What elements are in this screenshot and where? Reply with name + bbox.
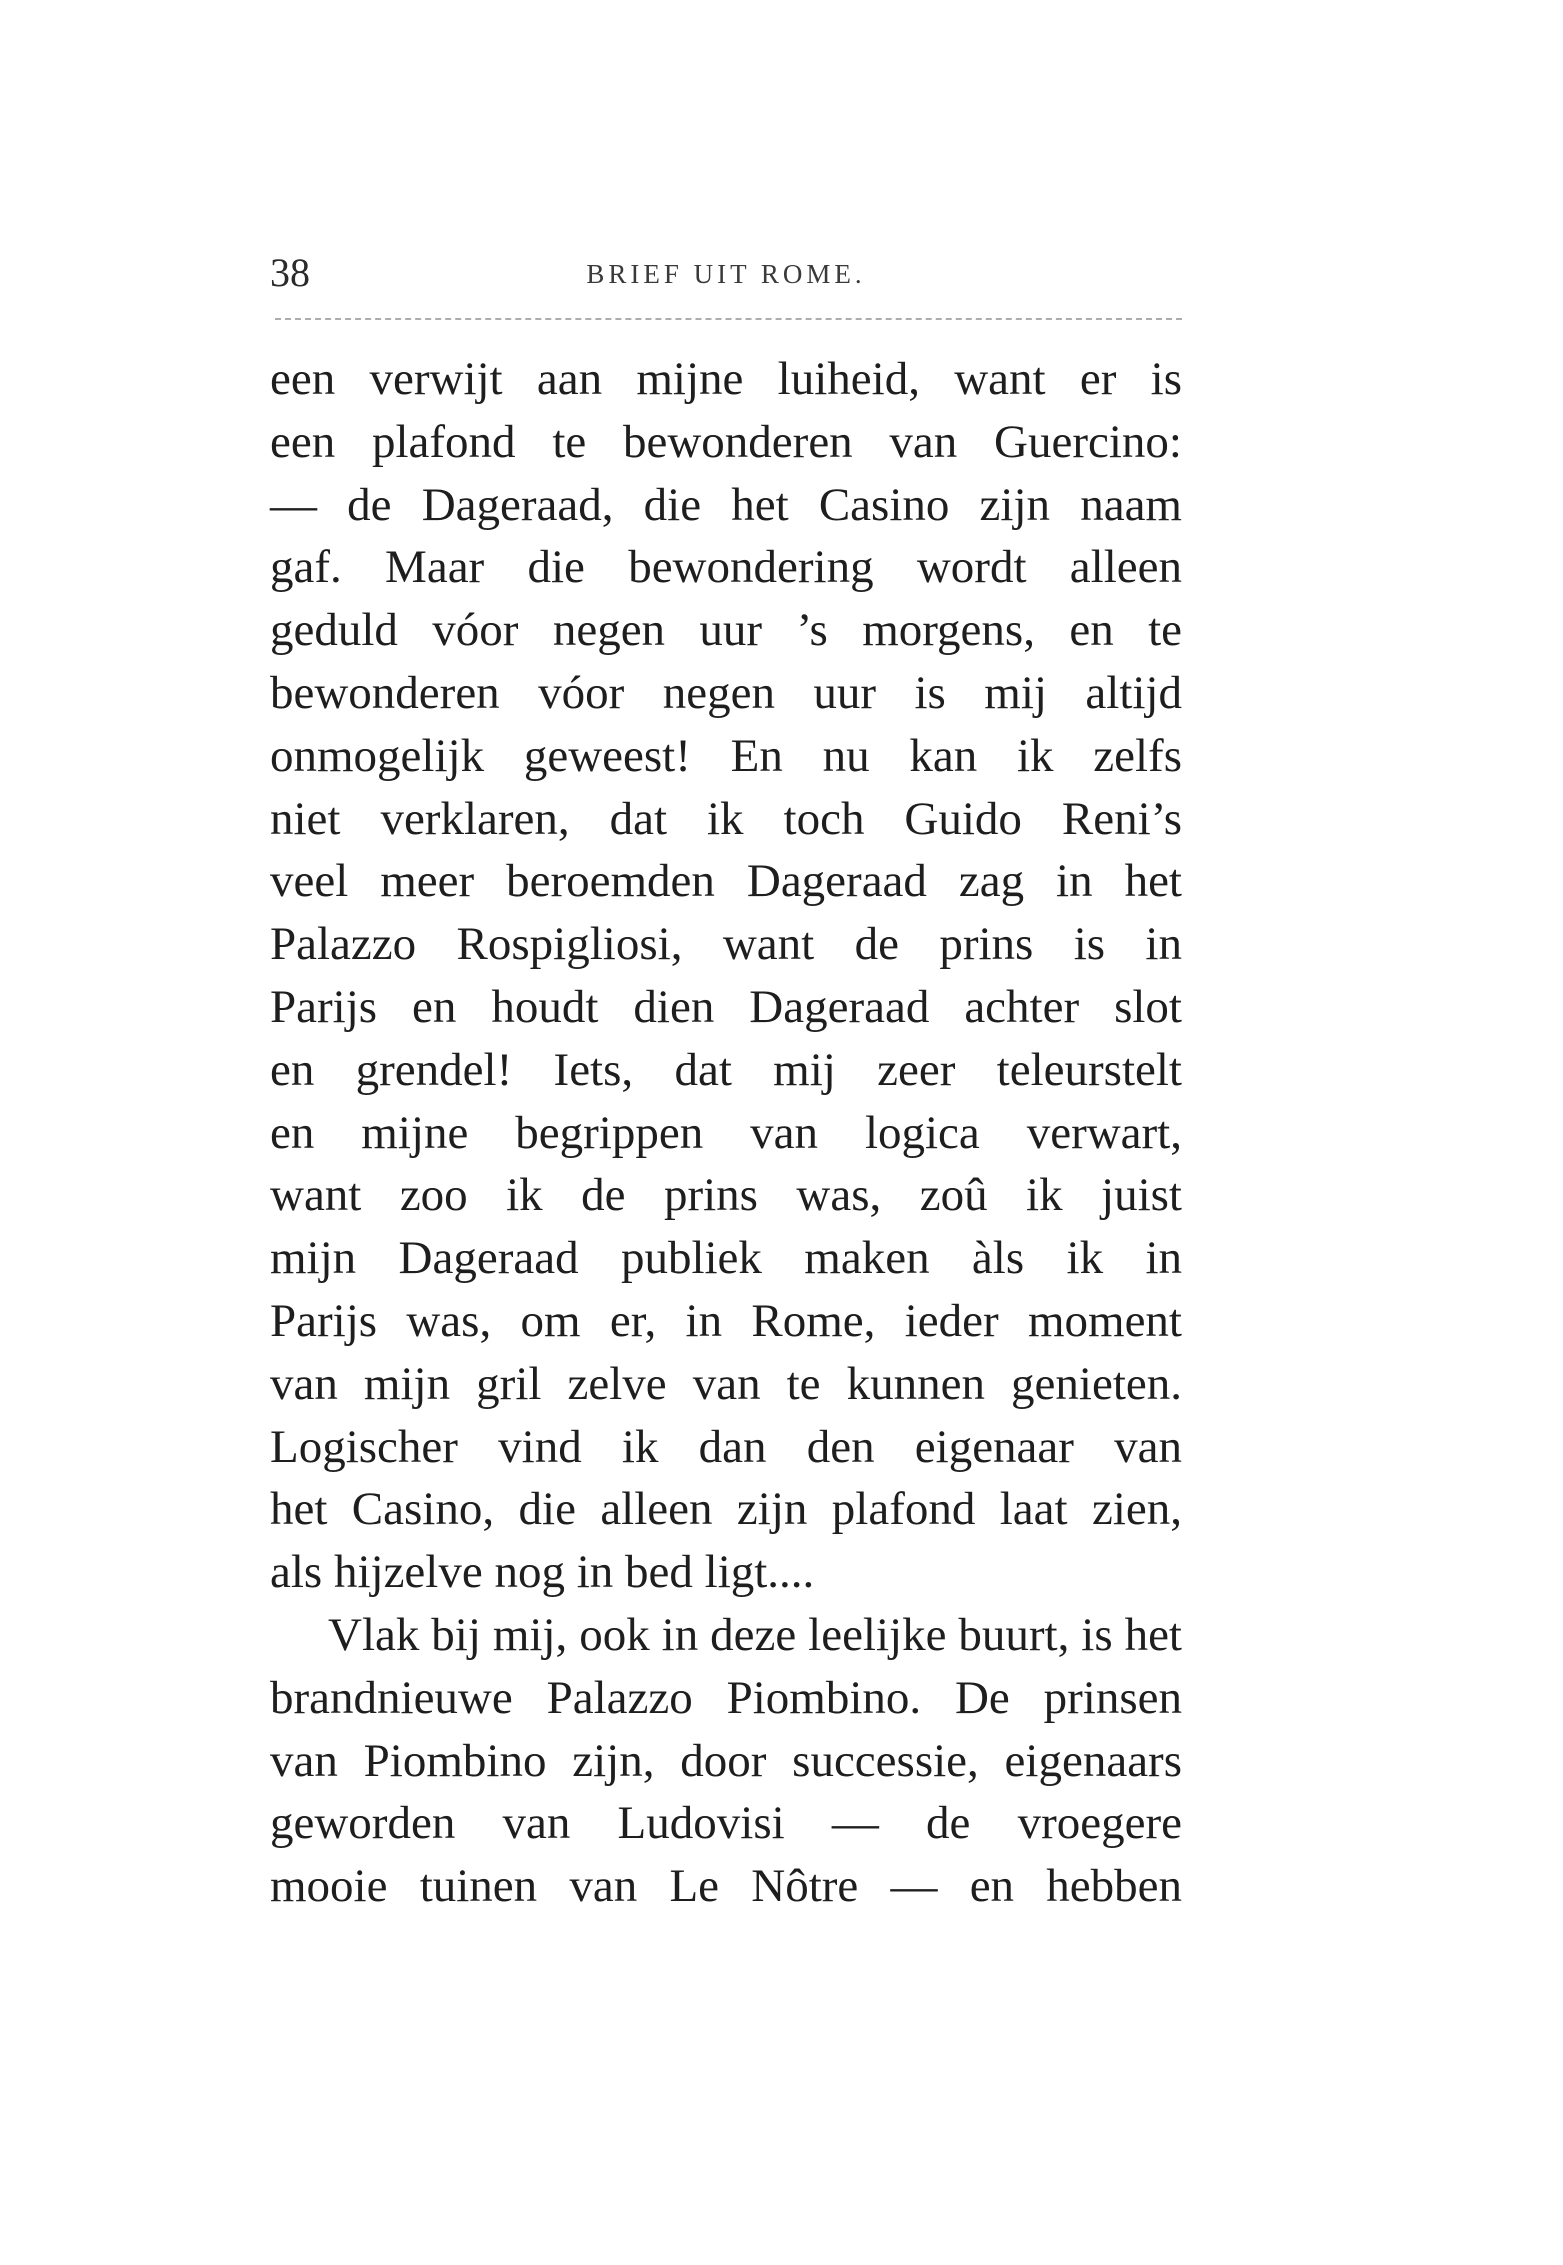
page-number: 38 xyxy=(270,250,310,295)
text-line: want zoo ik de prins was, zoû ik juist xyxy=(270,1169,1182,1222)
text-line: het Casino, die alleen zijn plafond laat zien, xyxy=(270,1483,1182,1536)
text-line: niet verklaren, dat ik toch Guido Reni’s xyxy=(270,792,1182,845)
text-line: onmogelijk geweest! En nu kan ik zelfs xyxy=(270,729,1182,782)
text-line: veel meer beroemden Dageraad zag in het xyxy=(270,855,1182,908)
text-line: en grendel! Iets, dat mij zeer teleurstelt xyxy=(270,1043,1182,1096)
text-line: geduld vóor negen uur ’s morgens, en te xyxy=(270,604,1182,657)
text-line: een plafond te bewonderen van Guercino: xyxy=(270,415,1182,468)
text-line: geworden van Ludovisi — de vroegere xyxy=(270,1797,1182,1850)
text-line: mijn Dageraad publiek maken àls ik in xyxy=(270,1232,1182,1285)
text-line: Parijs en houdt dien Dageraad achter slot xyxy=(270,980,1182,1033)
text-line: Palazzo Rospigliosi, want de prins is in xyxy=(270,918,1182,971)
header-rule xyxy=(275,318,1182,320)
text-line: Parijs was, om er, in Rome, ieder moment xyxy=(270,1294,1182,1347)
text-line: van Piombino zijn, door successie, eigenaars xyxy=(270,1734,1182,1787)
text-line: Logischer vind ik dan den eigenaar van xyxy=(270,1420,1182,1473)
text-line: en mijne begrippen van logica verwart, xyxy=(270,1106,1182,1159)
text-line: Vlak bij mij, ook in deze leelijke buurt, is het xyxy=(328,1608,1182,1661)
text-line: een verwijt aan mijne luiheid, want er is xyxy=(270,353,1182,405)
page-header xyxy=(270,248,1182,298)
text-line: brandnieuwe Palazzo Piombino. De prinsen xyxy=(270,1671,1182,1724)
running-head: BRIEF UIT ROME. xyxy=(586,259,866,289)
text-line: gaf. Maar die bewondering wordt alleen xyxy=(270,541,1182,594)
text-line: van mijn gril zelve van te kunnen genieten. xyxy=(270,1357,1182,1410)
text-line: als hijzelve nog in bed ligt.... xyxy=(270,1546,815,1599)
body-text xyxy=(270,348,1182,1918)
text-line: mooie tuinen van Le Nôtre — en hebben xyxy=(270,1860,1182,1913)
text-line: — de Dageraad, die het Casino zijn naam xyxy=(270,478,1182,531)
text-line: bewonderen vóor negen uur is mij altijd xyxy=(270,666,1182,719)
